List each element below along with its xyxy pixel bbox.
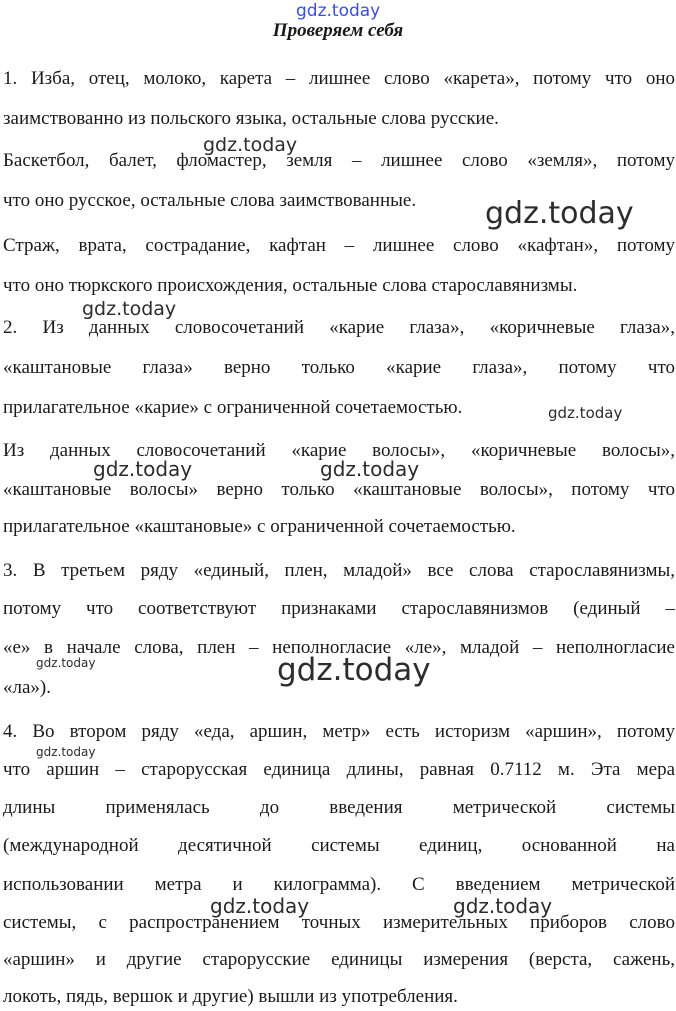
text-line: (международной десятичной системы единиц, основанной на bbox=[3, 835, 675, 856]
text-line: 4. Во втором ряду «еда, аршин, метр» есть историзм «аршин», потому bbox=[3, 721, 675, 742]
text-line: использовании метра и килограмма). С введением метрической bbox=[3, 874, 675, 895]
text-line: потому что соответствуют признаками старославянизмов (единый – bbox=[3, 598, 675, 619]
text-line: 2. Из данных словосочетаний «карие глаза», «коричневые глаза», bbox=[3, 317, 675, 338]
text-line: что аршин – старорусская единица длины, равная 0.7112 м. Эта мера bbox=[3, 759, 675, 780]
text-line: 3. В третьем ряду «единый, плен, младой» все слова старославянизмы, bbox=[3, 560, 675, 581]
text-line: Страж, врата, сострадание, кафтан – лишнее слово «кафтан», потому bbox=[3, 235, 675, 256]
text-line: что оно тюркского происхождения, остальные слова старославянизмы. bbox=[3, 275, 578, 296]
watermark: gdz.today bbox=[36, 656, 96, 670]
watermark: gdz.today bbox=[548, 404, 623, 422]
watermark: gdz.today bbox=[82, 298, 177, 320]
watermark: gdz.today bbox=[320, 457, 420, 481]
page-title: Проверяем себя bbox=[272, 20, 404, 41]
watermark: gdz.today bbox=[485, 196, 634, 231]
text-line: «е» в начале слова, плен – неполногласие «ле», младой – неполногласие bbox=[3, 637, 675, 658]
text-line: прилагательное «каштановые» с ограниченной сочетаемостью. bbox=[3, 516, 516, 537]
watermark: gdz.today bbox=[277, 652, 431, 688]
text-line: «каштановые волосы» верно только «каштановые волосы», потому что bbox=[3, 479, 675, 500]
text-line: «каштановые глаза» верно только «карие глаза», потому что bbox=[3, 357, 675, 378]
watermark: gdz.today bbox=[296, 1, 381, 21]
watermark: gdz.today bbox=[210, 894, 310, 918]
text-line: что оно русское, остальные слова заимствованные. bbox=[3, 190, 417, 211]
text-line: длины применялась до введения метрической системы bbox=[3, 797, 675, 818]
text-line: прилагательное «карие» с ограниченной сочетаемостью. bbox=[3, 397, 463, 418]
watermark: gdz.today bbox=[93, 457, 193, 481]
text-line: заимствованно из польского языка, остальные слова русские. bbox=[3, 108, 499, 129]
text-line: Из данных словосочетаний «карие волосы», «коричневые волосы», bbox=[3, 440, 675, 461]
text-line: локоть, пядь, вершок и другие) вышли из употребления. bbox=[3, 986, 458, 1007]
text-line: «ла»). bbox=[3, 677, 51, 698]
text-line: 1. Изба, отец, молоко, карета – лишнее слово «карета», потому что оно bbox=[3, 68, 675, 89]
text-line: «аршин» и другие старорусские единицы измерения (верста, сажень, bbox=[3, 949, 675, 970]
watermark: gdz.today bbox=[453, 894, 553, 918]
watermark: gdz.today bbox=[36, 745, 96, 759]
watermark: gdz.today bbox=[203, 134, 298, 156]
text-line: Баскетбол, балет, фломастер, земля – лишнее слово «земля», потому bbox=[3, 150, 675, 171]
text-line: системы, с распространением точных измерительных приборов слово bbox=[3, 912, 675, 933]
